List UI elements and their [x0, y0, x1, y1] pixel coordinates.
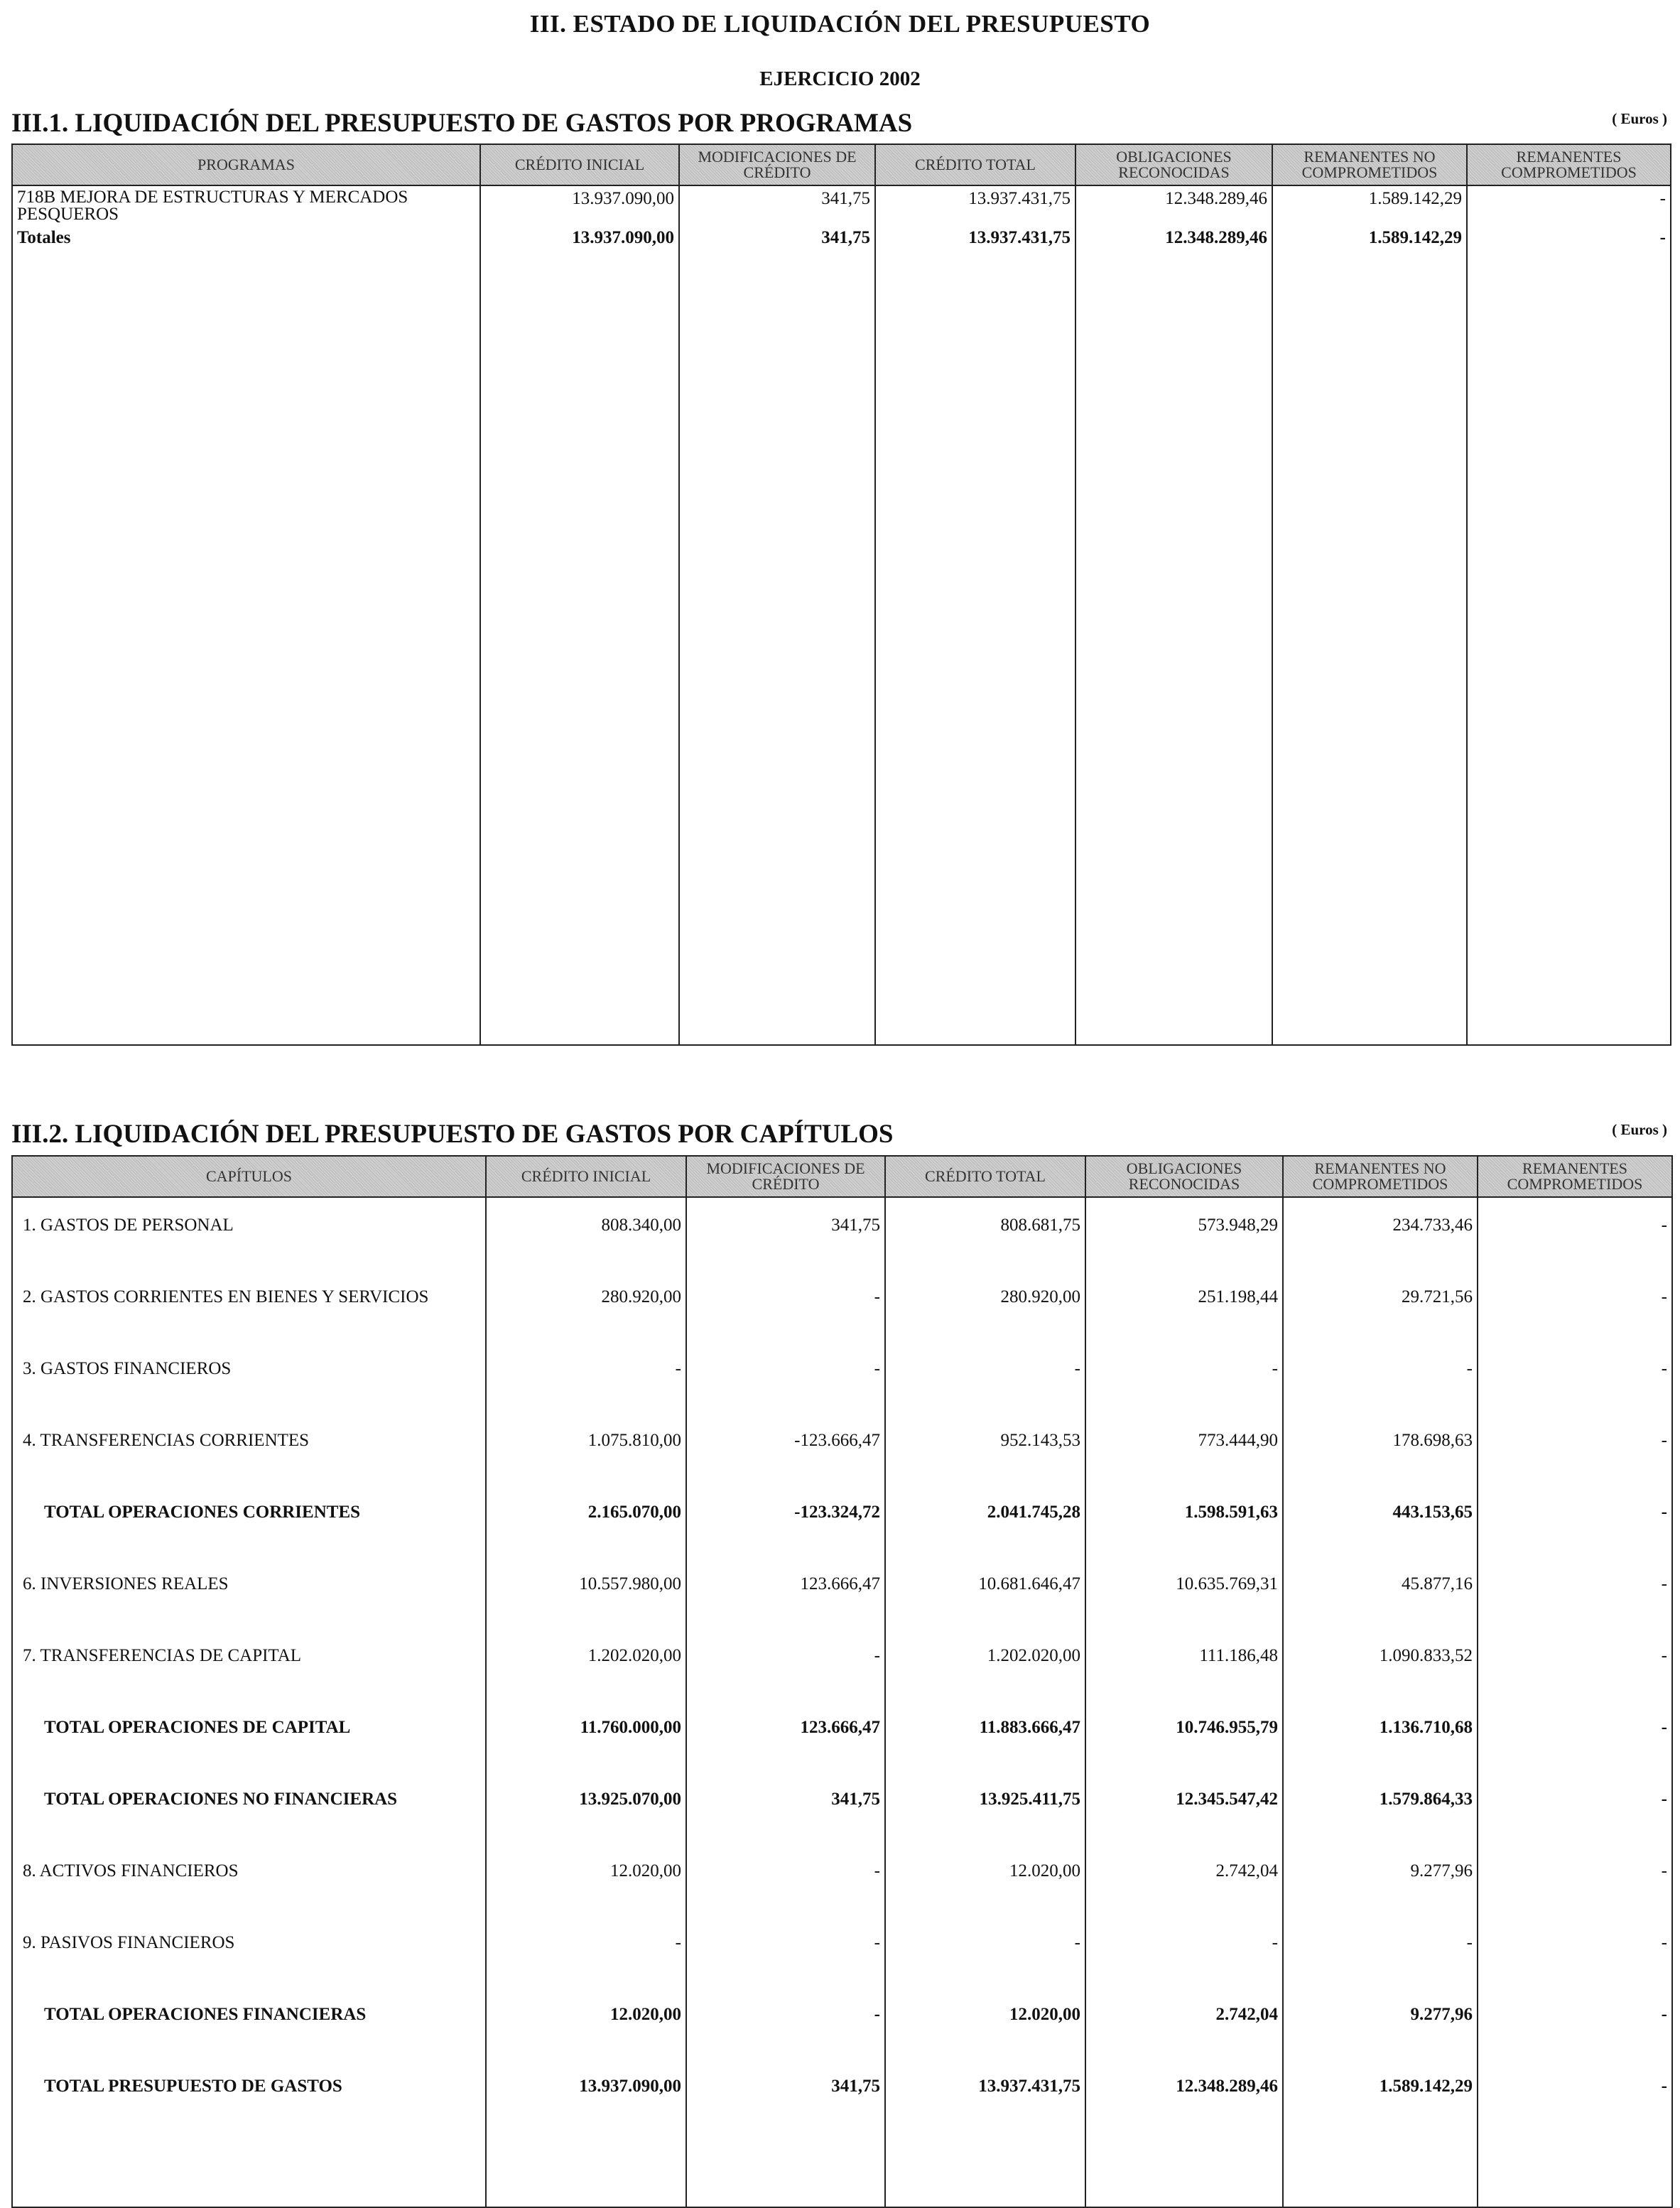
row-label: 6. INVERSIONES REALES [12, 1564, 486, 1635]
cell-value: 1.090.833,52 [1283, 1635, 1478, 1707]
cell-value: 111.186,48 [1085, 1635, 1283, 1707]
cell-value: 13.937.090,00 [480, 228, 679, 255]
row-label: TOTAL OPERACIONES NO FINANCIERAS [12, 1779, 486, 1851]
cell-value: 10.557.980,00 [486, 1564, 686, 1635]
cell-value: - [1478, 1492, 1672, 1564]
cell-value: - [1478, 2066, 1672, 2138]
cell-value: 1.589.142,29 [1272, 185, 1467, 228]
cell-value: 13.937.431,75 [875, 185, 1075, 228]
row-label: 718B MEJORA DE ESTRUCTURAS Y MERCADOS PESQUEROS [12, 185, 480, 228]
table-row-total [12, 1492, 1672, 1564]
table-row [12, 1277, 1672, 1348]
cell-value: 12.348.289,46 [1075, 228, 1272, 255]
cell-value: - [1283, 1922, 1478, 1994]
col-header-remanentes-no: REMANENTES NO COMPROMETIDOS [1272, 144, 1467, 185]
cell-value: 13.937.090,00 [480, 185, 679, 228]
cell-value: 12.020,00 [486, 1851, 686, 1922]
page-subtitle: EJERCICIO 2002 [759, 67, 921, 90]
row-label: 3. GASTOS FINANCIEROS [12, 1348, 486, 1420]
row-label: Totales [12, 228, 480, 255]
table-row-total [12, 1779, 1672, 1851]
cell-value: 1.589.142,29 [1272, 228, 1467, 255]
cell-value: 10.635.769,31 [1085, 1564, 1283, 1635]
cell-value: - [1478, 1420, 1672, 1492]
row-label: TOTAL PRESUPUESTO DE GASTOS [12, 2066, 486, 2138]
cell-value: 1.136.710,68 [1283, 1707, 1478, 1779]
cell-value: 1.075.810,00 [486, 1420, 686, 1492]
cell-value: 12.020,00 [885, 1994, 1085, 2066]
cell-value: 11.760.000,00 [486, 1707, 686, 1779]
cell-value: 251.198,44 [1085, 1277, 1283, 1348]
cell-value: 2.742,04 [1085, 1994, 1283, 2066]
section1-title: III.1. LIQUIDACIÓN DEL PRESUPUESTO DE GASTOS POR PROGRAMAS [11, 109, 913, 138]
cell-value: 12.348.289,46 [1085, 2066, 1283, 2138]
cell-value: 13.925.070,00 [486, 1779, 686, 1851]
cell-value: 443.153,65 [1283, 1492, 1478, 1564]
table-filler [12, 255, 1671, 1045]
table-row-total [12, 2066, 1672, 2138]
cell-value: 45.877,16 [1283, 1564, 1478, 1635]
cell-value: 11.883.666,47 [885, 1707, 1085, 1779]
col-header-remanentes-comp: REMANENTES COMPROMETIDOS [1467, 144, 1671, 185]
col-header-modificaciones: MODIFICACIONES DE CRÉDITO [686, 1156, 885, 1197]
cell-value: 1.579.864,33 [1283, 1779, 1478, 1851]
cell-value: 12.348.289,46 [1075, 185, 1272, 228]
cell-value: - [1478, 1994, 1672, 2066]
cell-value: 178.698,63 [1283, 1420, 1478, 1492]
table-row [12, 1635, 1672, 1707]
row-label: 1. GASTOS DE PERSONAL [12, 1197, 486, 1277]
cell-value: - [1085, 1348, 1283, 1420]
cell-value: - [686, 1348, 885, 1420]
table-row-total [12, 228, 1671, 255]
cell-value: 280.920,00 [885, 1277, 1085, 1348]
cell-value: 1.202.020,00 [885, 1635, 1085, 1707]
table-row [12, 1564, 1672, 1635]
cell-value: 10.746.955,79 [1085, 1707, 1283, 1779]
cell-value: 123.666,47 [686, 1707, 885, 1779]
cell-value: 2.165.070,00 [486, 1492, 686, 1564]
table-row [12, 1420, 1672, 1492]
chapters-table [11, 1155, 1673, 2208]
cell-value: - [1085, 1922, 1283, 1994]
cell-value: - [686, 1851, 885, 1922]
cell-value: - [1478, 1922, 1672, 1994]
cell-value: -123.666,47 [686, 1420, 885, 1492]
col-header-obligaciones: OBLIGACIONES RECONOCIDAS [1085, 1156, 1283, 1197]
cell-value: 341,75 [679, 185, 875, 228]
cell-value: - [686, 1635, 885, 1707]
row-label: TOTAL OPERACIONES CORRIENTES [12, 1492, 486, 1564]
col-header-modificaciones: MODIFICACIONES DE CRÉDITO [679, 144, 875, 185]
row-label: 9. PASIVOS FINANCIEROS [12, 1922, 486, 1994]
cell-value: - [885, 1922, 1085, 1994]
cell-value: 808.681,75 [885, 1197, 1085, 1277]
row-label: 7. TRANSFERENCIAS DE CAPITAL [12, 1635, 486, 1707]
table-row-total [12, 1994, 1672, 2066]
section2-unit: ( Euros ) [1612, 1121, 1667, 1138]
cell-value: - [686, 1922, 885, 1994]
cell-value: 12.345.547,42 [1085, 1779, 1283, 1851]
cell-value: - [885, 1348, 1085, 1420]
cell-value: - [686, 1277, 885, 1348]
cell-value: - [486, 1348, 686, 1420]
cell-value: 1.202.020,00 [486, 1635, 686, 1707]
cell-value: 280.920,00 [486, 1277, 686, 1348]
cell-value: - [1283, 1348, 1478, 1420]
cell-value: - [1478, 1851, 1672, 1922]
page-title: III. ESTADO DE LIQUIDACIÓN DEL PRESUPUESTO [529, 10, 1151, 38]
cell-value: 341,75 [686, 1197, 885, 1277]
col-header-remanentes-no: REMANENTES NO COMPROMETIDOS [1283, 1156, 1478, 1197]
row-label: 2. GASTOS CORRIENTES EN BIENES Y SERVICIOS [12, 1277, 486, 1348]
section2-title: III.2. LIQUIDACIÓN DEL PRESUPUESTO DE GASTOS POR CAPÍTULOS [11, 1120, 894, 1149]
cell-value: -123.324,72 [686, 1492, 885, 1564]
row-label: TOTAL OPERACIONES FINANCIERAS [12, 1994, 486, 2066]
col-header-credito-total: CRÉDITO TOTAL [885, 1156, 1085, 1197]
cell-value: 9.277,96 [1283, 1994, 1478, 2066]
cell-value: 2.041.745,28 [885, 1492, 1085, 1564]
cell-value: 1.598.591,63 [1085, 1492, 1283, 1564]
table-row [12, 1197, 1672, 1277]
cell-value: 773.444,90 [1085, 1420, 1283, 1492]
cell-value: 123.666,47 [686, 1564, 885, 1635]
cell-value: - [1478, 1348, 1672, 1420]
cell-value: - [686, 1994, 885, 2066]
cell-value: 952.143,53 [885, 1420, 1085, 1492]
cell-value: 13.937.431,75 [875, 228, 1075, 255]
row-label: 8. ACTIVOS FINANCIEROS [12, 1851, 486, 1922]
cell-value: - [1478, 1197, 1672, 1277]
col-header-capitulos: CAPÍTULOS [12, 1156, 486, 1197]
cell-value: - [486, 1922, 686, 1994]
cell-value: - [1467, 228, 1671, 255]
cell-value: 341,75 [686, 2066, 885, 2138]
table-row-total [12, 1707, 1672, 1779]
cell-value: 2.742,04 [1085, 1851, 1283, 1922]
cell-value: 12.020,00 [486, 1994, 686, 2066]
section1-unit: ( Euros ) [1612, 110, 1667, 127]
cell-value: 9.277,96 [1283, 1851, 1478, 1922]
cell-value: 234.733,46 [1283, 1197, 1478, 1277]
col-header-remanentes-comp: REMANENTES COMPROMETIDOS [1478, 1156, 1672, 1197]
row-label: TOTAL OPERACIONES DE CAPITAL [12, 1707, 486, 1779]
cell-value: 13.937.431,75 [885, 2066, 1085, 2138]
cell-value: 341,75 [686, 1779, 885, 1851]
cell-value: - [1478, 1564, 1672, 1635]
cell-value: 29.721,56 [1283, 1277, 1478, 1348]
table-row [12, 1348, 1672, 1420]
cell-value: 13.925.411,75 [885, 1779, 1085, 1851]
cell-value: - [1467, 185, 1671, 228]
cell-value: - [1478, 1779, 1672, 1851]
col-header-credito-inicial: CRÉDITO INICIAL [480, 144, 679, 185]
cell-value: - [1478, 1635, 1672, 1707]
cell-value: 341,75 [679, 228, 875, 255]
row-label: 4. TRANSFERENCIAS CORRIENTES [12, 1420, 486, 1492]
col-header-credito-inicial: CRÉDITO INICIAL [486, 1156, 686, 1197]
programs-table [11, 144, 1671, 1046]
cell-value: 573.948,29 [1085, 1197, 1283, 1277]
cell-value: 10.681.646,47 [885, 1564, 1085, 1635]
cell-value: 13.937.090,00 [486, 2066, 686, 2138]
col-header-programas: PROGRAMAS [12, 144, 480, 185]
cell-value: - [1478, 1707, 1672, 1779]
cell-value: 808.340,00 [486, 1197, 686, 1277]
col-header-credito-total: CRÉDITO TOTAL [875, 144, 1075, 185]
cell-value: 1.589.142,29 [1283, 2066, 1478, 2138]
table-filler [12, 2138, 1672, 2207]
table-row [12, 185, 1671, 228]
cell-value: - [1478, 1277, 1672, 1348]
table-row [12, 1922, 1672, 1994]
table-row [12, 1851, 1672, 1922]
col-header-obligaciones: OBLIGACIONES RECONOCIDAS [1075, 144, 1272, 185]
cell-value: 12.020,00 [885, 1851, 1085, 1922]
